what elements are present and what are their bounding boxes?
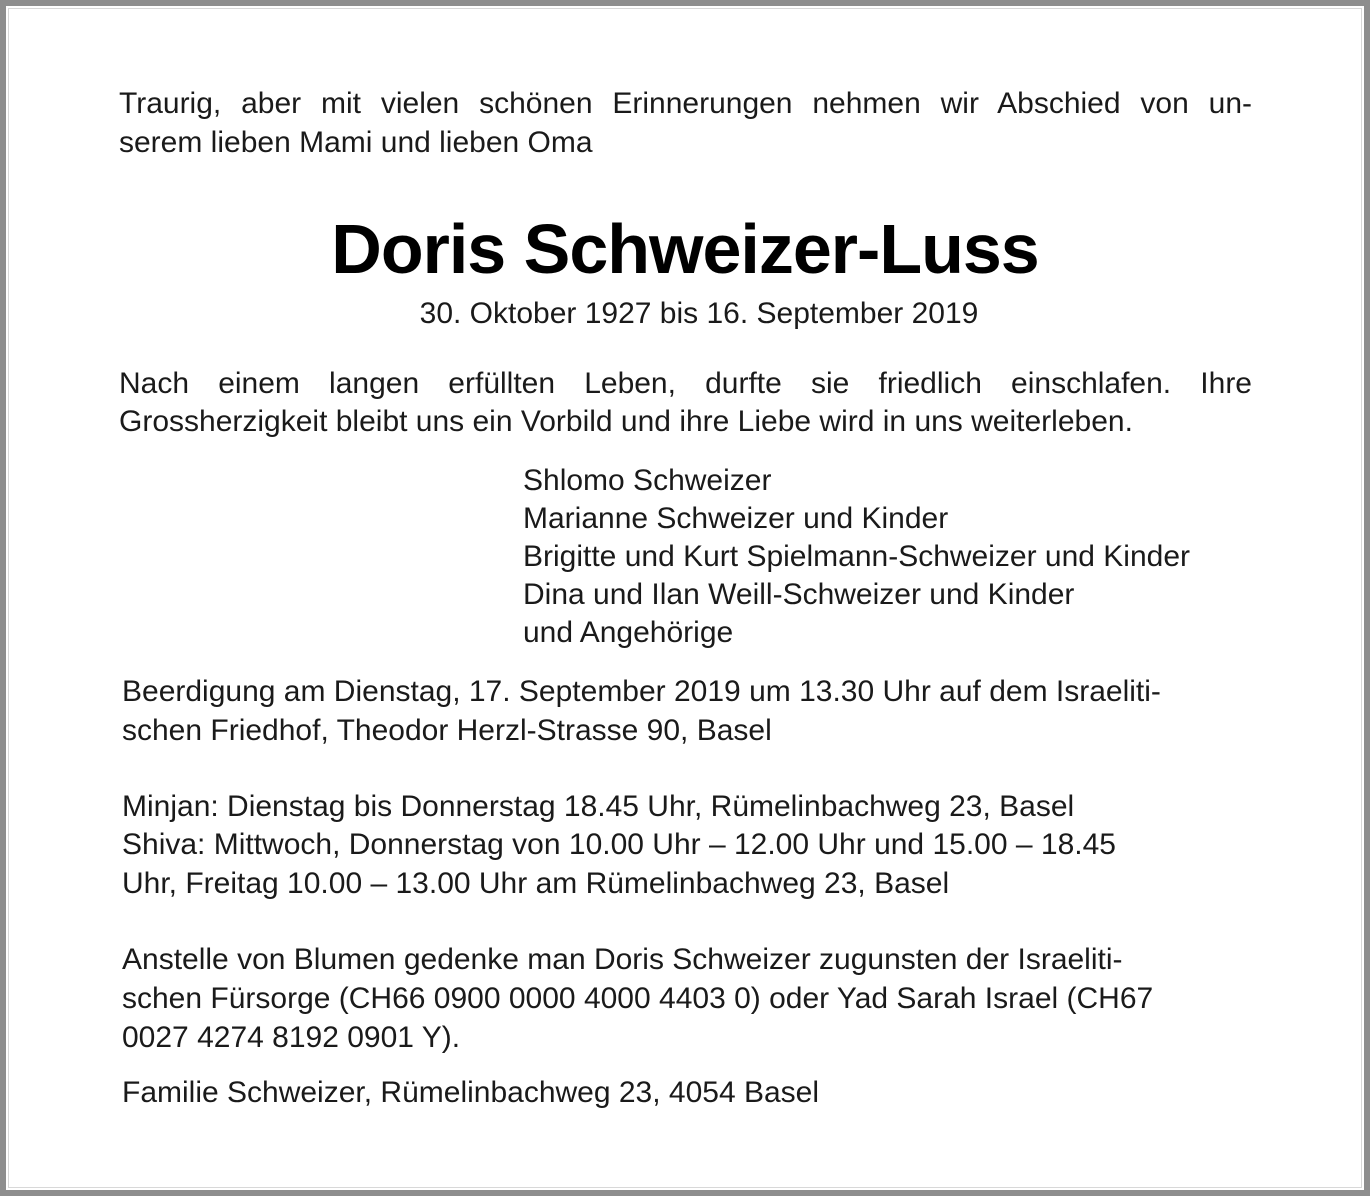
funeral-line-1: Beerdigung am Dienstag, 17. September 2019 um 13.30 Uhr auf dem Israeliti-	[122, 675, 1161, 708]
deceased-name: Doris Schweizer-Luss	[331, 210, 1039, 288]
family-address: Familie Schweizer, Rümelinbachweg 23, 4054 Basel	[122, 1076, 820, 1109]
minjan-line: Minjan: Dienstag bis Donnerstag 18.45 Uhr, Rümelinbachweg 23, Basel	[122, 790, 1075, 823]
donation-line-2: schen Fürsorge (CH66 0900 0000 4000 4403 0) oder Yad Sarah Israel (CH67	[122, 982, 1154, 1015]
signatory-1: Shlomo Schweizer	[523, 464, 772, 497]
shiva-line-1: Shiva: Mittwoch, Donnerstag von 10.00 Uhr – 12.00 Uhr und 15.00 – 18.45	[122, 828, 1116, 861]
message-line-1: Nach einem langen erfüllten Leben, durfte sie friedlich einschlafen. Ihre	[119, 367, 1252, 400]
signatory-4: Dina und Ilan Weill-Schweizer und Kinder	[523, 578, 1075, 611]
shiva-line-2: Uhr, Freitag 10.00 – 13.00 Uhr am Rümelinbachweg 23, Basel	[122, 867, 950, 900]
message-line-2: Grossherzigkeit bleibt uns ein Vorbild und ihre Liebe wird in uns weiterleben.	[119, 405, 1133, 438]
donation-line-1: Anstelle von Blumen gedenke man Doris Schweizer zugunsten der Israeliti-	[122, 943, 1123, 976]
intro-line-2: serem lieben Mami und lieben Oma	[119, 126, 593, 159]
funeral-line-2: schen Friedhof, Theodor Herzl-Strasse 90, Basel	[122, 714, 772, 747]
signatory-2: Marianne Schweizer und Kinder	[523, 502, 949, 535]
life-dates: 30. Oktober 1927 bis 16. September 2019	[419, 297, 979, 330]
signatory-3: Brigitte und Kurt Spielmann-Schweizer und Kinder	[523, 540, 1191, 573]
signatory-5: und Angehörige	[523, 616, 734, 649]
intro-line-1: Traurig, aber mit vielen schönen Erinnerungen nehmen wir Abschied von un-	[119, 87, 1252, 120]
donation-line-3: 0027 4274 8192 0901 Y).	[122, 1021, 461, 1054]
